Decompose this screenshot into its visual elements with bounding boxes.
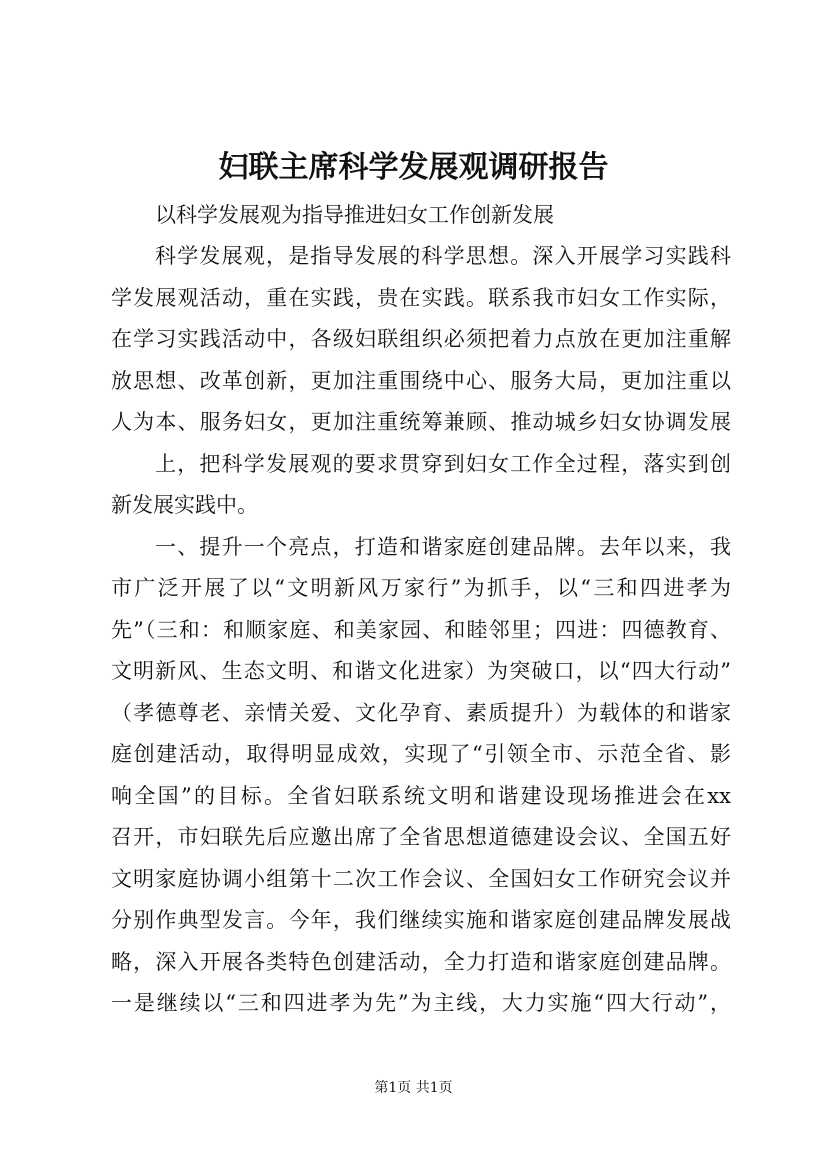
paragraph-line: 分别作典型发言。今年，我们继续实施和谐家庭创建品牌发展战 <box>111 908 731 932</box>
paragraph-line: 召开，市妇联先后应邀出席了全省思想道德建设会议、全国五好 <box>111 825 731 849</box>
page-footer: 第1页 共1页 <box>374 1080 453 1096</box>
paragraph-line: 先”（三和：和顺家庭、和美家园、和睦邻里；四进：四德教育、 <box>111 618 731 642</box>
paragraph-line: 文明新风、生态文明、和谐文化进家）为突破口，以“四大行动” <box>111 659 731 683</box>
subtitle-line: 以科学发展观为指导推进妇女工作创新发展 <box>155 203 554 227</box>
paragraph-line: 响全国”的目标。全省妇联系统文明和谐建设现场推进会在xx <box>111 784 731 808</box>
paragraph-line: 庭创建活动，取得明显成效，实现了“引领全市、示范全省、影 <box>111 742 731 766</box>
paragraph-line: 一是继续以“三和四进孝为先”为主线，大力实施“四大行动”， <box>111 991 731 1015</box>
paragraph-line: 人为本、服务妇女，更加注重统筹兼顾、推动城乡妇女协调发展 <box>111 410 731 434</box>
paragraph-line: 科学发展观，是指导发展的科学思想。深入开展学习实践科 <box>155 244 731 268</box>
paragraph-line: 略，深入开展各类特色创建活动，全力打造和谐家庭创建品牌。 <box>111 950 731 974</box>
paragraph-line: 学发展观活动，重在实践，贵在实践。联系我市妇女工作实际， <box>111 286 731 310</box>
document-title: 妇联主席科学发展观调研报告 <box>218 150 609 185</box>
paragraph-line: 放思想、改革创新，更加注重围绕中心、服务大局，更加注重以 <box>111 369 731 393</box>
paragraph-line: 新发展实践中。 <box>111 493 258 517</box>
paragraph-line: 市广泛开展了以“文明新风万家行”为抓手，以“三和四进孝为 <box>111 576 731 600</box>
paragraph-line: 上，把科学发展观的要求贯穿到妇女工作全过程，落实到创 <box>155 452 731 476</box>
paragraph-line: 文明家庭协调小组第十二次工作会议、全国妇女工作研究会议并 <box>111 867 731 891</box>
paragraph-line: 在学习实践活动中，各级妇联组织必须把着力点放在更加注重解 <box>111 327 731 351</box>
paragraph-line: （孝德尊老、亲情关爱、文化孕育、素质提升）为载体的和谐家 <box>111 701 731 725</box>
paragraph-line: 一、提升一个亮点，打造和谐家庭创建品牌。去年以来，我 <box>155 535 731 559</box>
